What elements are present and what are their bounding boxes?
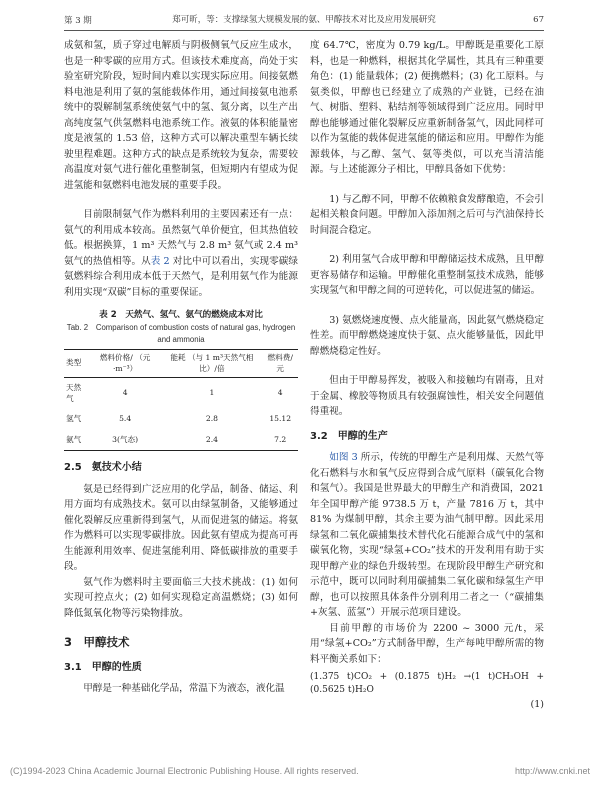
section-heading-3: 3 甲醇技术 <box>64 635 130 649</box>
paragraph-text: 所示，传统的甲醇生产是利用煤、天然气等化石燃料与水和氧气反应得到合成气原料（碳氧化合物和氢气）。我国是世界最大的甲醇生产和消费国，2021 年全国甲醇产能 9738.5 万 t，产量 7816 万 t，其中 81% 为煤制甲醇，其余主要为油气制甲醇。因此采用绿氢和二氧化碳捕集技术替代化石能源合成气中的氢和碳氧化物，实现“绿氢+CO₂”技术的开发利用有助于实现甲醇产业的绿色升级转型。在现阶段甲醇生产研究和示范中，既可以同时利用碳捕集二氧化碳和绿氢生产甲醇，也可以按照具体条件分别利用二者之一（“碳捕集+灰氢、蓝氢”）开展示范项目建设。 <box>310 452 544 618</box>
table-row <box>64 430 298 451</box>
issue-number: 第 3 期 <box>64 16 92 26</box>
equation-1: (1.375 t)CO₂ + (0.1875 t)H₂ →(1 t)CH₃OH + (0.5625 t)H₂O <box>310 672 544 695</box>
section-heading-3-2: 3.2 甲醇的生产 <box>310 430 388 442</box>
equation-number: (1) <box>530 699 544 710</box>
table-caption-en: Tab. 2 Comparison of combustion costs of natural gas, hydrogen and ammonia <box>66 323 296 344</box>
paragraph: 度 64.7℃，密度为 0.79 kg/L。甲醇既是重要化工原料，也是一种燃料，根据其化学属性，其具有三种重要角色：(1) 能量载体；(2) 便携燃料；(3) 化工原料。与氨类似，甲醇也已经建立了成熟的产业链，已经在油气、树脂、塑料、粘结剂等领域得到广泛应用。同时甲醇也能够通过催化裂解反应重新制备氢气，因此同样可以作为氢能的载体促进氢能的储运和应用。甲醇作为能源载体，与乙醇、氢气、氨等类似，可以充当清洁能源。与上述能源分子相比，甲醇具备如下优势： <box>310 40 544 175</box>
table-header-cell: 燃料价格/ （元·m⁻³） <box>89 350 161 378</box>
cnki-url[interactable]: http://www.cnki.net <box>514 766 590 776</box>
paragraph-text: 目前限制氨气作为燃料利用的主要因素还有一点：氨气的利用成本较高。虽然氨气单价便宜，但其热值较低。根据换算，1 m³ 天然气与 2.8 m³ 氨气或 2.4 m³ 氨气的热值相等。从 <box>64 209 298 267</box>
running-header <box>64 12 544 28</box>
table-header-cell: 类型 <box>64 350 89 378</box>
running-title: 郑可昕，等：支撑绿氢大规模发展的氨、甲醇技术对比及应用发展研究 <box>172 15 436 25</box>
paragraph: 但由于甲醇易挥发，被吸入和接触均有剧毒，且对于金属、橡胶等物质具有较强腐蚀性，相关安全问题值得重视。 <box>310 375 544 417</box>
table-cell: 4 <box>122 388 128 398</box>
section-heading-3-1: 3.1 甲醇的性质 <box>64 661 142 673</box>
paragraph-text: 对比中可以看出，实现零碳绿氨燃料综合利用成本低于天然气，是利用氨气作为能源利用实现“双碳”目标的重要保证。 <box>64 255 298 298</box>
header-rule <box>64 30 544 31</box>
paragraph <box>64 207 298 300</box>
paragraph: 氨气作为燃料时主要面临三大技术挑战：(1) 如何实现可控点火；(2) 如何实现稳定高温燃烧；(3) 如何降低氮氧化物等污染物排放。 <box>64 576 298 619</box>
table-cell: 7.2 <box>262 430 298 451</box>
cost-comparison-table <box>64 349 298 451</box>
table-row <box>64 409 298 430</box>
table-cell: 4 <box>277 388 283 398</box>
paragraph: 2) 利用氢气合成甲醇和甲醇储运技术成熟，且甲醇更容易储存和运输。甲醇催化重整制氢技术成熟，能够实现氢气和甲醇之间的可逆转化，可以促进氢的储运。 <box>310 254 544 296</box>
paragraph: 成氨和氢，质子穿过电解质与阴极侧氧气反应生成水，也是一种零碳的应用方式。但该技术难度高，尚处于实验室研究阶段，短时间内难以实现实际应用。间接氨燃料电池是利用了氨的氢能载体作用，通过间接氨电池系统中的裂解制氢系统使氨气中的氢、氮分离，以生产出高纯度氢气供氢燃料电池系统工作。液氨的体积能量密度是液氢的 1.53 倍，这种方式可以解决重型车辆长续驶里程难题。这种方式的缺点是系统较为复杂，需要较高温度对氨气进行催化重整制氢，但短期内有望成为促进氢能和氨燃料电池发展的重要手段。 <box>64 40 298 191</box>
table-cell: 15.12 <box>269 414 292 423</box>
table-row <box>64 378 298 410</box>
table-cell: 2.8 <box>205 414 218 423</box>
table-caption-cn: 表 2 天然气、氢气、氨气的燃烧成本对比 <box>99 310 263 320</box>
paragraph: 3) 氨燃烧速度慢、点火能量高，因此氨气燃烧稳定性差。而甲醇燃烧速度快于氨、点火能够量低，因此甲醇燃烧稳定性好。 <box>310 314 544 357</box>
table-cell: 氢气 <box>66 414 82 423</box>
paragraph: 甲醇是一种基础化学品，常温下为液态，液化温 <box>83 683 285 694</box>
table-cell: 2.4 <box>161 430 262 451</box>
table-cell: 3(气态) <box>89 430 161 451</box>
table-2 <box>64 309 298 451</box>
table-2-link[interactable]: 表 2 <box>150 255 170 267</box>
table-header-cell: 能耗 （与 1 m³天然气相比）/倍 <box>161 350 262 378</box>
table-header-cell: 燃料费/元 <box>262 350 298 378</box>
figure-3-link[interactable]: 如图 3 <box>329 452 358 463</box>
paragraph: 目前甲醇的市场价为 2200 ~ 3000 元/t，采用“绿氢+CO₂”方式制备甲醇，生产每吨甲醇所需的物料平衡关系如下： <box>310 622 544 665</box>
page-number: 67 <box>533 15 544 25</box>
left-column <box>64 38 298 697</box>
right-column <box>310 38 544 713</box>
paragraph <box>310 450 544 621</box>
table-cell: 5.4 <box>119 414 132 423</box>
paragraph: 氨是已经得到广泛应用的化学品，制备、储运、利用方面均有成熟技术。氨可以由绿氢制备，又能够通过催化裂解反应重新得到氢气，从而促进氢的储运。将氨作为燃料可以实现零碳排放。因此氨有望成为提高可再生能源利用效率、促进氢能利用、降低碳排放的重要手段。 <box>64 483 298 572</box>
paragraph: 1) 与乙醇不同，甲醇不依赖粮食发酵酿造，不会引起相关粮食问题。甲醇加入添加剂之后可与汽油保持长时间混合稳定。 <box>310 193 544 236</box>
section-heading-2-5: 2.5 氨技术小结 <box>64 462 142 473</box>
copyright-notice: (C)1994-2023 China Academic Journal Electronic Publishing House. All rights reserved. <box>10 766 359 776</box>
table-cell: 氨气 <box>64 430 89 451</box>
table-cell: 1 <box>209 388 215 398</box>
table-cell: 天然气 <box>66 383 82 403</box>
page-footer <box>0 766 600 776</box>
